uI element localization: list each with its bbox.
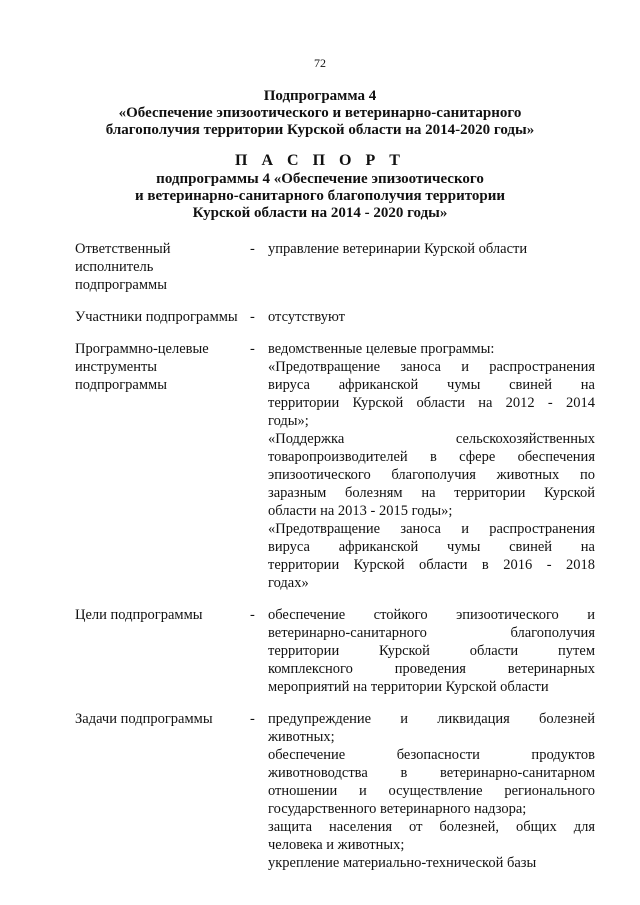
subprogram-title-line: Подпрограмма 4: [263, 88, 377, 104]
page-number: 72: [314, 56, 326, 70]
passport-row: [75, 240, 595, 294]
value-line: «Поддержка сельскохозяйственных: [268, 431, 595, 447]
passport-heading-line: Курской области на 2014 - 2020 годы»: [192, 205, 448, 221]
passport-row-label: [75, 308, 250, 326]
value-line: ведомственные целевые программы:: [268, 341, 495, 357]
value-line: годах»: [268, 575, 309, 591]
value-line: отношении и осуществление регионального: [268, 783, 595, 799]
passport-row-value: [268, 240, 595, 258]
value-line: человека и животных;: [268, 837, 405, 853]
subprogram-title: [0, 88, 640, 139]
value-line: отсутствуют: [268, 309, 345, 325]
value-line: животноводства в ветеринарно-санитарном: [268, 765, 595, 781]
passport-row-label: [75, 340, 250, 394]
subprogram-title-line: благополучия территории Курской области на 2014-2020 годы»: [105, 122, 535, 138]
value-line: предупреждение и ликвидация болезней: [268, 711, 595, 727]
value-line: вируса африканской чумы свиней на: [268, 377, 595, 393]
label-line: Цели подпрограммы: [75, 607, 203, 623]
passport-row-label: [75, 240, 250, 294]
passport-row: [75, 710, 595, 872]
passport-row-value: [268, 710, 595, 872]
row-dash: -: [250, 607, 255, 623]
subprogram-title-line: «Обеспечение эпизоотического и ветеринарно-санитарного: [118, 105, 522, 121]
passport-row-label: [75, 606, 250, 624]
passport-row: [75, 606, 595, 696]
value-line: территории Курской области в 2016 - 2018: [268, 557, 595, 573]
value-line: «Предотвращение заноса и распространения: [268, 521, 595, 537]
passport-title: П А С П О Р Т: [235, 152, 405, 169]
value-line: комплексного проведения ветеринарных: [268, 661, 595, 677]
label-line: инструменты: [75, 359, 158, 375]
label-line: Участники подпрограммы: [75, 309, 238, 325]
value-line: обеспечение стойкого эпизоотического и: [268, 607, 595, 623]
label-line: Программно-целевые: [75, 341, 209, 357]
value-line: заразным болезням на территории Курской: [268, 485, 595, 501]
passport-heading-line: и ветеринарно-санитарного благополучия территории: [134, 188, 506, 204]
value-line: управление ветеринарии Курской области: [268, 241, 528, 257]
value-line: обеспечение безопасности продуктов: [268, 747, 595, 763]
value-line: защита населения от болезней, общих для: [268, 819, 595, 835]
value-line: области на 2013 - 2015 годы»;: [268, 503, 453, 519]
passport-table: [75, 240, 595, 872]
label-line: подпрограммы: [75, 377, 167, 393]
label-line: Задачи подпрограммы: [75, 711, 213, 727]
label-line: исполнитель: [75, 259, 154, 275]
passport-row-label: [75, 710, 250, 728]
value-line: вируса африканской чумы свиней на: [268, 539, 595, 555]
passport-row: [75, 308, 595, 326]
value-line: территории Курской области путем: [268, 643, 595, 659]
label-line: подпрограммы: [75, 277, 167, 293]
passport-row-value: [268, 340, 595, 592]
label-line: Ответственный: [75, 241, 171, 257]
value-line: государственного ветеринарного надзора;: [268, 801, 527, 817]
value-line: животных;: [268, 729, 335, 745]
value-line: «Предотвращение заноса и распространения: [268, 359, 595, 375]
row-dash: -: [250, 711, 255, 727]
passport-row-value: [268, 606, 595, 696]
passport-row: [75, 340, 595, 592]
row-dash: -: [250, 241, 255, 257]
passport-heading-line: подпрограммы 4 «Обеспечение эпизоотического: [156, 171, 484, 187]
value-line: товаропроизводителей в сфере обеспечения: [268, 449, 595, 465]
value-line: территории Курской области на 2012 - 2014: [268, 395, 595, 411]
row-dash: -: [250, 341, 255, 357]
value-line: укрепление материально-технической базы: [268, 855, 537, 871]
passport-heading: [0, 152, 640, 222]
row-dash: -: [250, 309, 255, 325]
value-line: ветеринарно-санитарного благополучия: [268, 625, 595, 641]
passport-row-value: [268, 308, 595, 326]
value-line: мероприятий на территории Курской области: [268, 679, 549, 695]
value-line: эпизоотического благополучия животных по: [268, 467, 595, 483]
value-line: годы»;: [268, 413, 309, 429]
